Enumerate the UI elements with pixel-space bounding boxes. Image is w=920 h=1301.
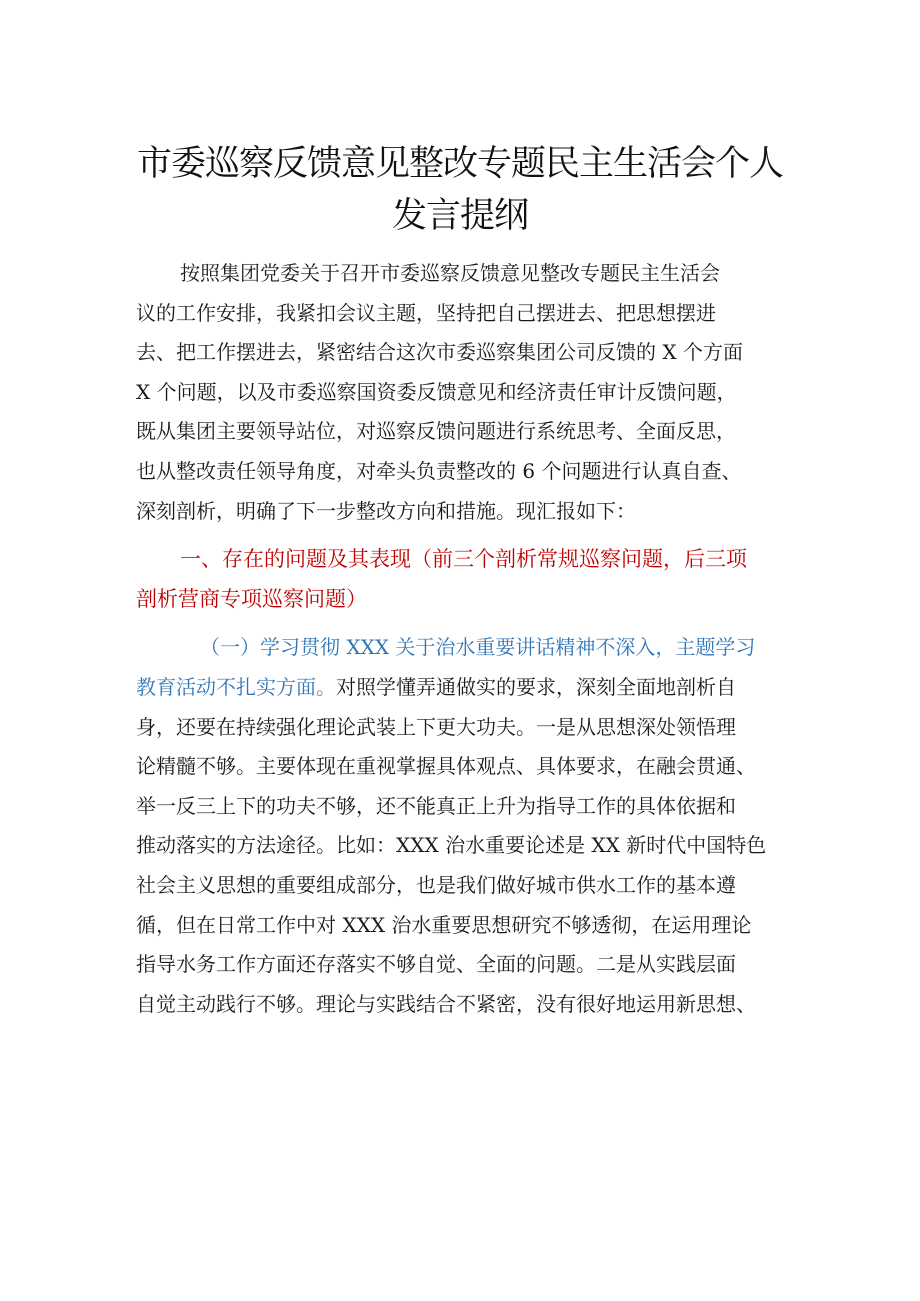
section-heading-line: 剖析营商专项巡察问题）	[136, 586, 367, 611]
paragraph-line: 既从集团主要领导站位，对巡察反馈问题进行系统思考、全面反思，	[136, 419, 736, 444]
paragraph-line	[136, 668, 796, 708]
document-body	[136, 254, 796, 1024]
paragraph-line: 自觉主动践行不够。理论与实践结合不紧密，没有很好地运用新思想、	[136, 991, 756, 1016]
subsection-paragraph	[136, 628, 796, 1024]
paragraph-line: 按照集团党委关于召开市委巡察反馈意见整改专题民主生活会	[180, 261, 720, 285]
paragraph-line: 也从整改责任领导角度，对牵头负责整改的 6 个问题进行认真自查、	[136, 458, 742, 483]
paragraph-text: 对照学懂弄通做实的要求，深刻全面地剖析自	[336, 674, 736, 699]
paragraph-line: 举一反三上下的功夫不够，还不能真正上升为指导工作的具体依据和	[136, 793, 736, 818]
paragraph-line: 身，还要在持续强化理论武装上下更大功夫。一是从思想深处领悟理	[136, 714, 736, 739]
subsection-heading-text: 教育活动不扎实方面。	[136, 674, 336, 699]
paragraph-line: 推动落实的方法途径。比如：XXX 治水重要论述是 XX 新时代中国特色	[136, 833, 767, 858]
section-heading-line: 一、存在的问题及其表现（前三个剖析常规巡察问题，后三项	[180, 547, 747, 572]
title-line-1: 市委巡察反馈意见整改专题民主生活会个人	[136, 144, 783, 184]
paragraph-line: X 个问题，以及市委巡察国资委反馈意见和经济责任审计反馈问题，	[136, 379, 737, 404]
intro-paragraph	[136, 254, 796, 531]
paragraph-line: 指导水务工作方面还存落实不够自觉、全面的问题。二是从实践层面	[136, 952, 736, 977]
paragraph-line: 去、把工作摆进去，紧密结合这次市委巡察集团公司反馈的 X 个方面	[136, 340, 743, 365]
title-line-2: 发言提纲	[391, 196, 528, 236]
paragraph-line: 议的工作安排，我紧扣会议主题，坚持把自己摆进去、把思想摆进	[136, 300, 716, 325]
subsection-heading-text: （一）学习贯彻 XXX 关于治水重要讲话精神不深入，主题学习	[200, 635, 756, 660]
paragraph-line: 循，但在日常工作中对 XXX 治水重要思想研究不够透彻，在运用理论	[136, 912, 752, 937]
paragraph-line: 深刻剖析，明确了下一步整改方向和措施。现汇报如下：	[136, 498, 636, 523]
document-title	[0, 138, 920, 242]
subsection-heading-line	[136, 628, 796, 668]
paragraph-line: 论精髓不够。主要体现在重视掌握具体观点、具体要求，在融会贯通、	[136, 754, 756, 779]
paragraph-line: 社会主义思想的重要组成部分，也是我们做好城市供水工作的基本遵	[136, 872, 736, 897]
section-heading	[136, 540, 796, 619]
